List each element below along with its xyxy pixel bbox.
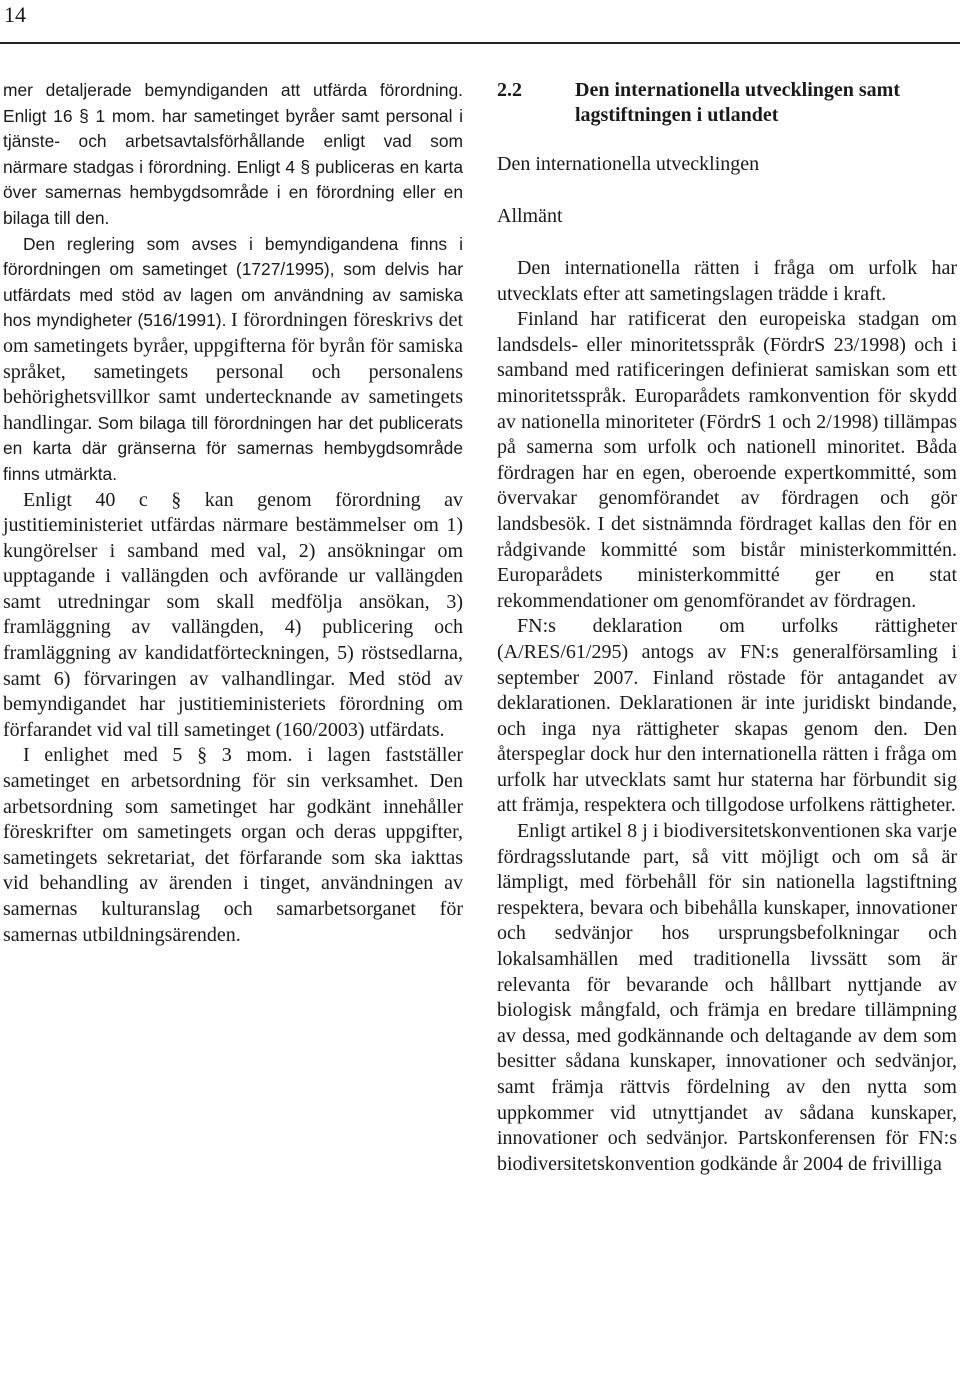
paragraph-europeiska-stadgan: Finland har ratificerat den europeiska stadgan om landsdels- eller minoritetsspråk (FördrS 23/1998) och i samband med ratificeringen definierat samiskan som ett minoritetsspråk. Europarådets ramkonvention för skydd av nationella minoriteter (FördrS 1 och 2/1998) tillämpas på samerna som urfolk och nationell minoritet. Båda fördragen har en egen, oberoende expertkommitté, som övervakar genomförandet av fördragen och gör landsbesök. I det sistnämnda fördraget kallas den för en rådgivande kommitté som bistår ministerkommittén. Europarådets ministerkommitté ger en stat rekommendationer om genomförandet av fördragen.	[497, 308, 957, 612]
left-column	[3, 78, 463, 948]
right-column	[497, 78, 957, 1177]
page-number: 14	[4, 2, 26, 27]
paragraph-forordning-serif-part: I förordningen föreskrivs det om sametingets byråer, uppgifterna för byrån för samiska språket, sametingets personal och personalens behörighetsvillkor samt undertecknande av sametingets handlingar.	[3, 309, 463, 434]
subheading-internationella: Den internationella utvecklingen	[497, 153, 760, 175]
paragraph-biodiversitetskonventionen: Enligt artikel 8 j i biodiversitetskonventionen ska varje fördragsslutande part, så vitt möjligt och om så är lämpligt, med förbehåll för sin nationella lagstiftning respektera, bevara och bibehålla kunskaper, innovationer och sedvänjor hos ursprungsbefolkningar och lokalsamhällen med traditionella livssätt som är relevanta för bevarande och hållbart nyttjande av biologisk mångfald, och främja en bredare tillämpning av dessa, med godkännande och deltagande av dem som besitter sådana kunskaper, innovationer och sedvänjor, samt främja rättvis fördelning av den nytta som uppkommer vid utnyttjandet av sådana kunskaper, innovationer och sedvänjor. Partskonferensen för FN:s biodiversitetskonvention godkände år 2004 de frivilliga	[497, 820, 957, 1175]
paragraph-arbetsordning: I enlighet med 5 § 3 mom. i lagen fastställer sametinget en arbetsordning för sin verksamhet. Den arbetsordning som sametinget har godkänt innehåller föreskrifter om sametingets organ och deras uppgifter, sametingets sekretariat, det förfarande som ska iakttas vid behandling av ärenden i tinget, användningen av samernas kulturanslag och samarbetsorganet för samernas utbildningsärenden.	[3, 744, 463, 946]
subheading-allmant: Allmänt	[497, 205, 563, 227]
paragraph-bemyndiganden: mer detaljerade bemyndiganden att utfärda förordning. Enligt 16 § 1 mom. har sametinget byråer samt personal i tjänste- och arbetsavtalsförhållande enligt vad som närmare stadgas i förordning. Enligt 4 § publiceras en karta över samernas hembygdsområde i en förordning eller en bilaga till den.	[3, 80, 463, 228]
section-number: 2.2	[497, 79, 522, 101]
paragraph-justitieministeriet: Enligt 40 c § kan genom förordning av justitieministeriet utfärdas närmare bestämmelser om 1) kungörelser i samband med val, 2) ansökningar om upptagande i vallängden och avförande ur vallängden samt utredningar som skall medfölja ansökan, 3) framläggning av vallängden, 4) publicering och framläggning av kandidatförteckningen, 5) röstsedlarna, samt 6) förvaringen av valhandlingar. Med stöd av bemyndigandet har justitieministeriets förordning om förfarandet vid val till sametinget (160/2003) utfärdats.	[3, 488, 463, 741]
paragraph-forordning-sans-part: Den reglering som avses i bemyndigandena finns i förordningen om sametinget (1727/1995), som delvis har utfärdats med stöd av lagen om användning av samiska hos myndigheter (516/1991).	[3, 233, 463, 331]
header-rule	[0, 42, 960, 44]
right-column-body	[497, 256, 957, 1177]
paragraph-forordning-tail: Som bilaga till förordningen har det publicerats en karta där gränserna för samernas hembygdsområde finns utmärkta.	[3, 412, 464, 484]
paragraph-internationella-ratten: Den internationella rätten i fråga om urfolk har utvecklats efter att sametingslagen trädde i kraft.	[497, 257, 957, 305]
paragraph-forordning-sametinget	[3, 232, 463, 488]
paragraph-fn-deklaration: FN:s deklaration om urfolks rättigheter (A/RES/61/295) antogs av FN:s generalförsamling i september 2007. Finland röstade för antagandet av deklarationen. Deklarationen är inte juridiskt bindande, och inga nya rättigheter skapas genom den. Den återspeglar dock hur den internationella rätten i fråga om urfolk har utvecklats samt hur staterna har förbundit sig att främja, respektera och tillgodose urfolkens rättigheter.	[497, 615, 957, 817]
section-title: Den internationella utvecklingen samt lagstiftningen i utlandet	[575, 79, 900, 126]
section-heading	[497, 78, 957, 128]
